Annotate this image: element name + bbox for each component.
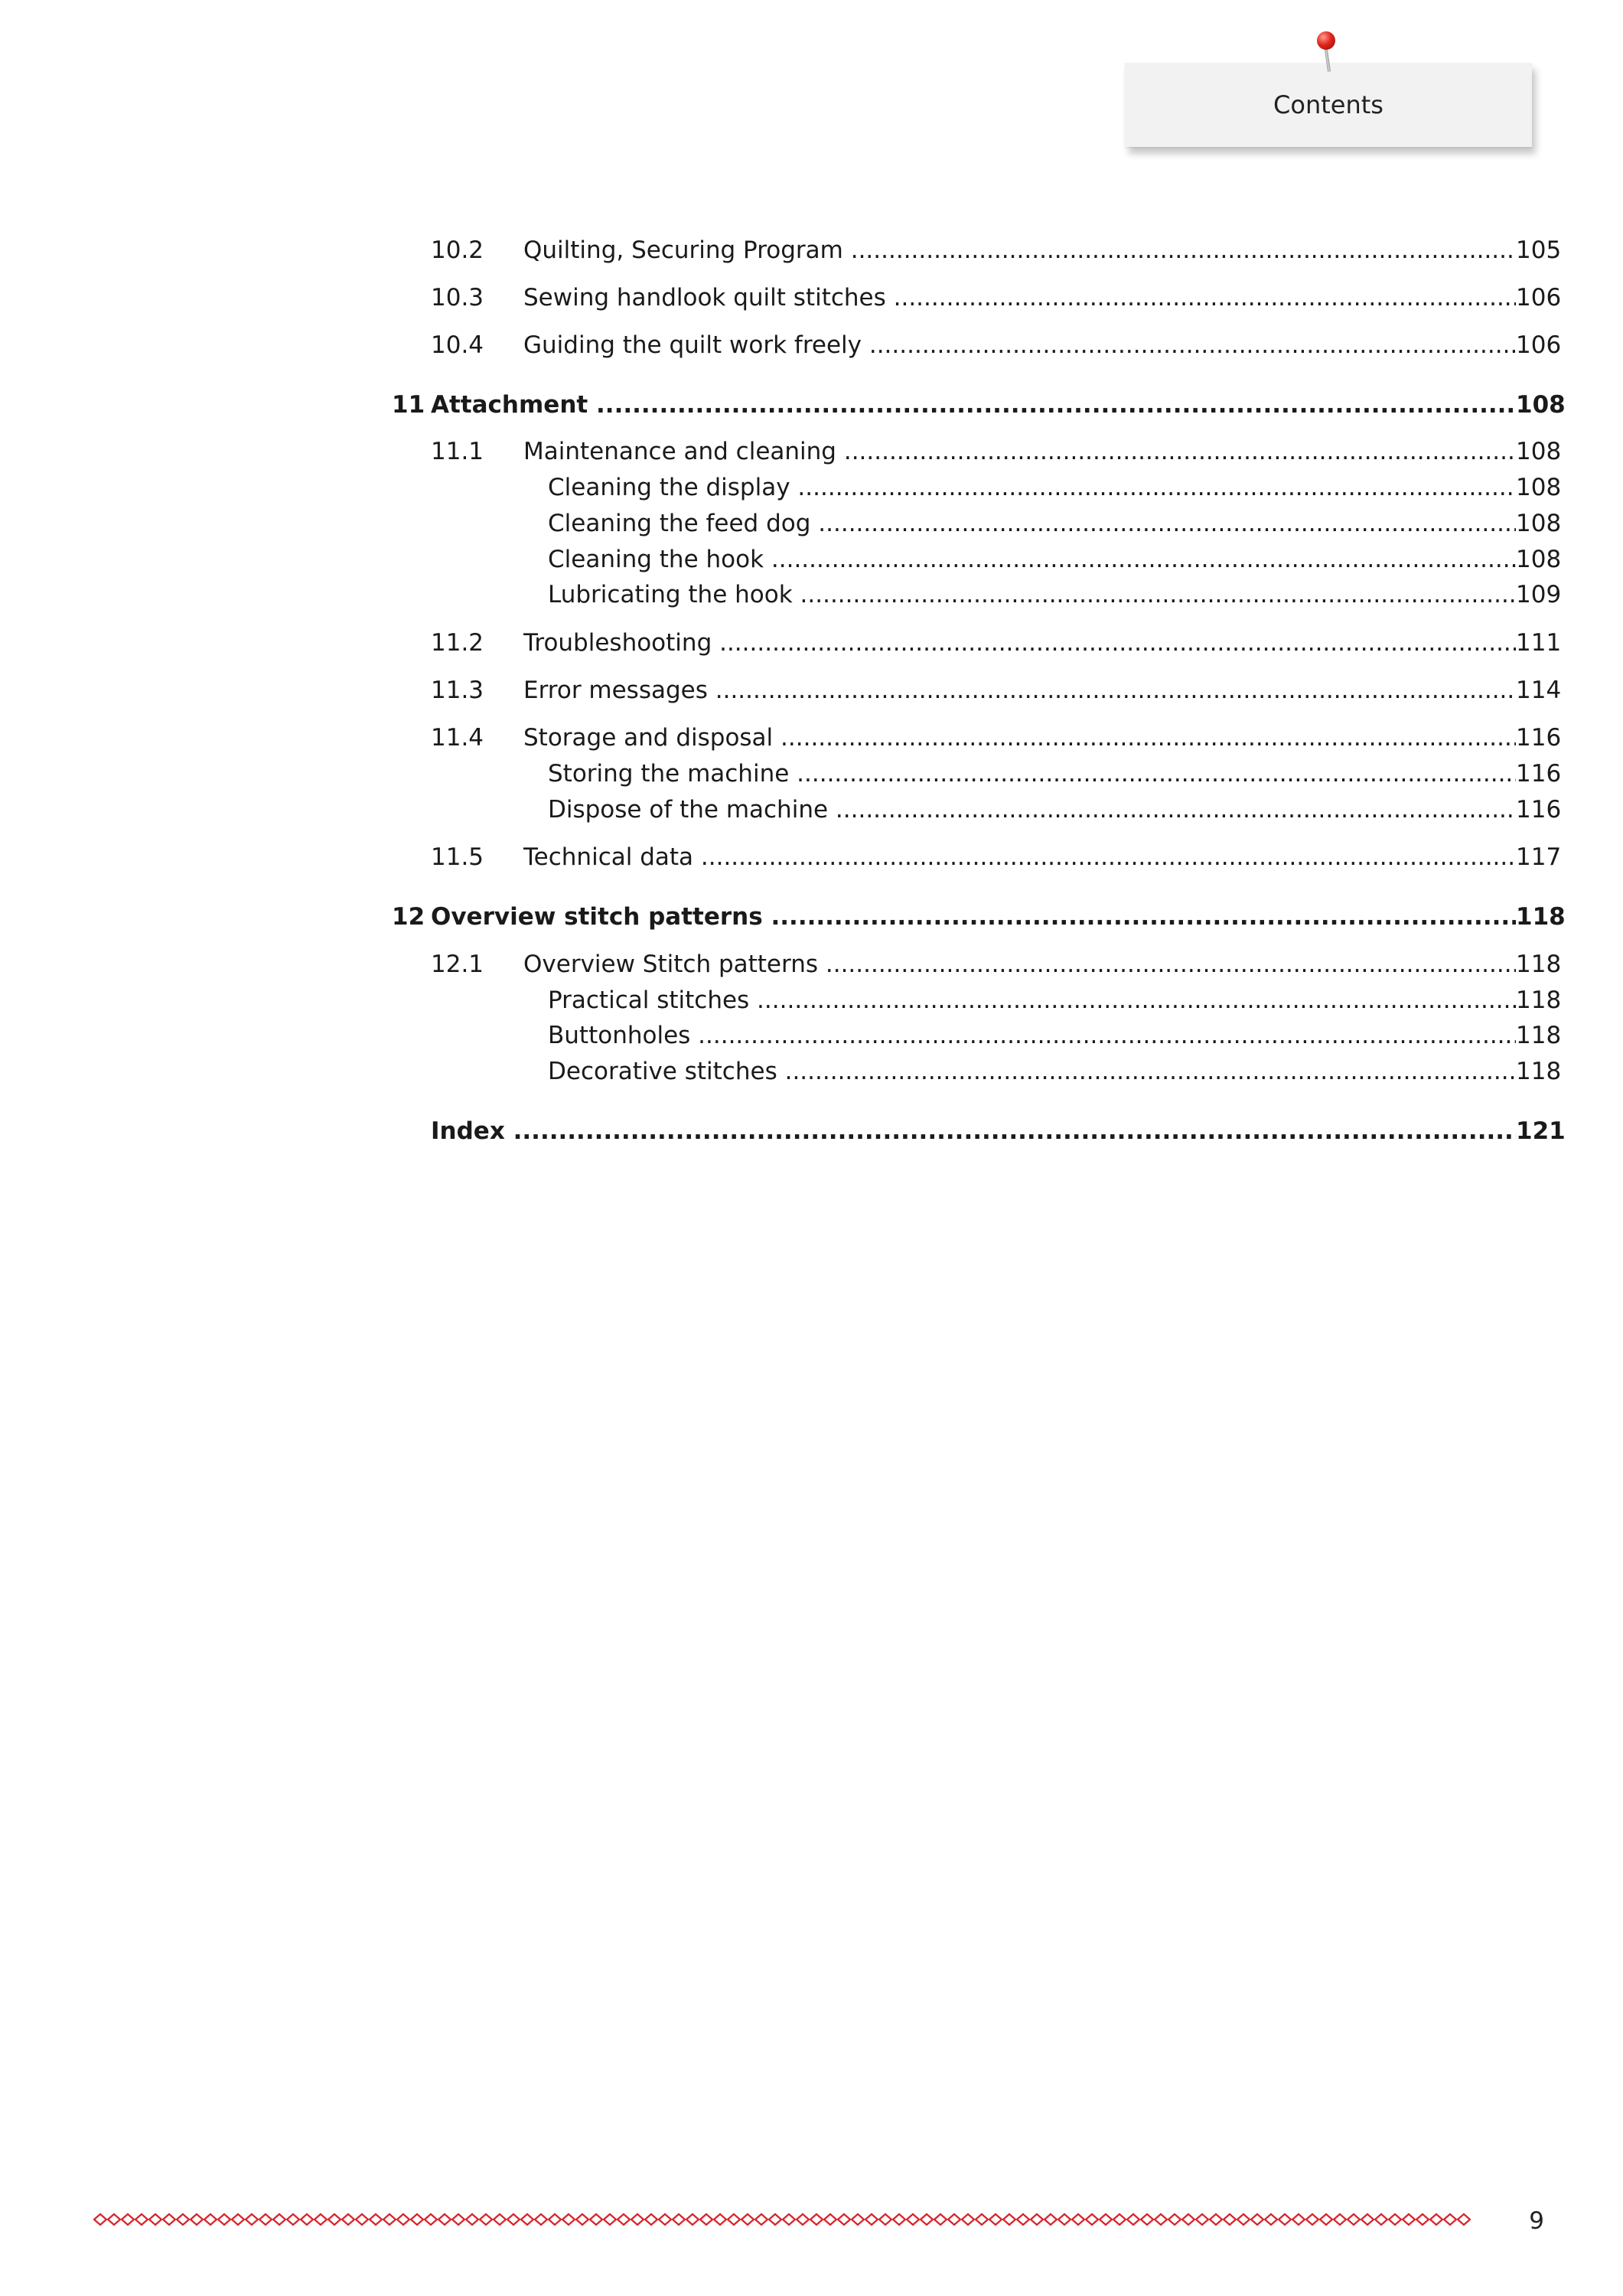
stitch-diamond: [1361, 2214, 1374, 2225]
toc-entry-page: 118: [1516, 903, 1566, 931]
stitch-diamond: [177, 2214, 189, 2225]
stitch-diamond: [535, 2214, 547, 2225]
stitch-diamond: [686, 2214, 699, 2225]
stitch-diamond: [397, 2214, 409, 2225]
toc-entry[interactable]: [0, 721, 1623, 755]
stitch-diamond: [135, 2214, 148, 2225]
toc-entry-title: Decorative stitches: [548, 1058, 777, 1085]
toc-entry-title: Overview Stitch patterns: [523, 951, 819, 978]
toc-entry[interactable]: [0, 673, 1623, 707]
toc-entry-leader: [431, 900, 1516, 934]
stitch-diamond: [507, 2214, 520, 2225]
toc-entry-leader: [523, 721, 1516, 755]
stitch-diamond: [962, 2214, 974, 2225]
toc-entry-number: 11.4: [431, 724, 484, 752]
toc-entry-number: 10.2: [431, 236, 484, 264]
toc-entry-leader: [523, 328, 1516, 362]
toc-entry-title: Index: [431, 1117, 505, 1145]
stitch-diamond: [783, 2214, 795, 2225]
stitch-diamond: [218, 2214, 230, 2225]
stitch-diamond: [1072, 2214, 1084, 2225]
toc-entry[interactable]: [0, 328, 1623, 362]
toc-chapter-entry[interactable]: [0, 388, 1623, 422]
toc-entry-title: Overview stitch patterns: [431, 903, 763, 931]
toc-entry[interactable]: [0, 793, 1623, 827]
stitch-diamond: [1320, 2214, 1332, 2225]
toc-entry-title: Cleaning the hook: [548, 546, 764, 573]
toc-entry-title: Maintenance and cleaning: [523, 438, 836, 465]
stitch-diamond: [921, 2214, 933, 2225]
stitch-diamond: [934, 2214, 947, 2225]
toc-entry-title: Sewing handlook quilt stitches: [523, 284, 886, 311]
stitch-diamond: [989, 2214, 1002, 2225]
toc-entry-page: 109: [1516, 581, 1562, 608]
stitch-diamond: [714, 2214, 726, 2225]
toc-entry-title: Quilting, Securing Program: [523, 236, 843, 264]
toc-entry-page: 116: [1516, 796, 1562, 823]
stitch-diamond: [673, 2214, 685, 2225]
toc-entry-title: Lubricating the hook: [548, 581, 793, 608]
toc-entry[interactable]: [0, 757, 1623, 791]
toc-entry-page: 111: [1516, 629, 1562, 657]
stitch-diamond: [1251, 2214, 1263, 2225]
toc-entry-leader: [548, 757, 1516, 791]
stitch-diamond: [232, 2214, 244, 2225]
stitch-diamond: [838, 2214, 850, 2225]
toc-entry-title: Guiding the quilt work freely: [523, 331, 862, 359]
toc-entry-number: 10.4: [431, 331, 484, 359]
toc-entry-title: Cleaning the display: [548, 474, 790, 501]
toc-entry-number: 11.1: [431, 438, 484, 465]
toc-entry-page: 116: [1516, 724, 1562, 752]
stitch-diamond: [1100, 2214, 1112, 2225]
toc-entry-title: Technical data: [523, 843, 694, 871]
stitch-diamond: [1003, 2214, 1015, 2225]
stitch-diamond: [259, 2214, 272, 2225]
toc-entry-leader: [548, 543, 1516, 576]
stitch-diamond: [149, 2214, 161, 2225]
toc-entry-title: Buttonholes: [548, 1022, 691, 1049]
toc-entry-leader: [548, 793, 1516, 827]
toc-entry[interactable]: [0, 626, 1623, 660]
toc-entry-leader: [548, 1019, 1516, 1052]
toc-entry-title: Practical stitches: [548, 987, 750, 1014]
stitch-diamond: [741, 2214, 754, 2225]
toc-entry-leader: [548, 471, 1516, 504]
stitch-diamond: [797, 2214, 809, 2225]
toc-entry-page: 117: [1516, 843, 1562, 871]
stitch-diamond: [1416, 2214, 1429, 2225]
toc-entry-leader: [548, 507, 1516, 540]
stitch-diamond: [1444, 2214, 1456, 2225]
stitch-diamond: [204, 2214, 217, 2225]
toc-entry[interactable]: [0, 1055, 1623, 1088]
toc-entry-page: 121: [1516, 1117, 1566, 1145]
toc-entry-page: 105: [1516, 236, 1562, 264]
stitch-diamond: [1389, 2214, 1401, 2225]
toc-entry[interactable]: [0, 947, 1623, 981]
stitch-diamond: [1224, 2214, 1236, 2225]
toc-entry-number: 11: [392, 391, 425, 419]
stitch-diamond: [287, 2214, 299, 2225]
toc-entry[interactable]: [0, 471, 1623, 504]
toc-entry[interactable]: [0, 435, 1623, 468]
toc-entry-number: 11.2: [431, 629, 484, 657]
toc-entry[interactable]: [0, 507, 1623, 540]
toc-entry-page: 118: [1516, 1022, 1562, 1049]
toc-entry-page: 116: [1516, 760, 1562, 788]
stitch-diamond: [645, 2214, 657, 2225]
stitch-diamond: [1196, 2214, 1208, 2225]
stitch-diamond: [328, 2214, 341, 2225]
toc-entry-title: Dispose of the machine: [548, 796, 829, 823]
stitch-diamond: [659, 2214, 671, 2225]
stitch-diamond: [1237, 2214, 1250, 2225]
stitch-diamond: [301, 2214, 313, 2225]
stitch-diamond: [438, 2214, 451, 2225]
toc-entry-page: 118: [1516, 951, 1562, 978]
toc-entry-leader: [548, 1055, 1516, 1088]
toc-entry[interactable]: [0, 281, 1623, 315]
stitch-diamond: [425, 2214, 437, 2225]
stitch-diamond: [728, 2214, 740, 2225]
toc-entry-number: 10.3: [431, 284, 484, 311]
toc-entry-page: 118: [1516, 1058, 1562, 1085]
stitch-diamond: [122, 2214, 134, 2225]
stitch-diamond: [824, 2214, 836, 2225]
stitch-diamond: [948, 2214, 960, 2225]
stitch-diamond: [976, 2214, 988, 2225]
stitch-diamond: [480, 2214, 492, 2225]
stitch-diamond: [810, 2214, 823, 2225]
stitch-diamond: [1458, 2214, 1470, 2225]
toc-entry-title: Storing the machine: [548, 760, 790, 788]
stitch-diamond: [273, 2214, 285, 2225]
stitch-diamond: [1182, 2214, 1194, 2225]
toc-entry-leader: [523, 673, 1516, 707]
toc-entry[interactable]: [0, 543, 1623, 576]
stitch-diamond: [521, 2214, 533, 2225]
stitch-diamond: [94, 2214, 106, 2225]
stitch-diamond: [466, 2214, 478, 2225]
stitch-diamond: [411, 2214, 423, 2225]
stitch-diamond: [907, 2214, 919, 2225]
stitch-diamond: [108, 2214, 120, 2225]
toc-entry-title: Error messages: [523, 677, 708, 704]
toc-entry-leader: [523, 840, 1516, 874]
toc-entry-leader: [548, 578, 1516, 612]
toc-entry-number: 12: [392, 903, 425, 931]
stitch-diamond: [1265, 2214, 1277, 2225]
stitch-diamond: [549, 2214, 561, 2225]
stitch-diamond: [769, 2214, 781, 2225]
stitch-diamond: [1017, 2214, 1029, 2225]
toc-entry-page: 108: [1516, 474, 1562, 501]
toc-entry-leader: [431, 1114, 1516, 1148]
stitch-diamond: [1031, 2214, 1043, 2225]
stitch-diamond: [370, 2214, 382, 2225]
toc-entry-leader: [523, 233, 1516, 267]
stitch-diamond: [494, 2214, 506, 2225]
toc-entry-page: 106: [1516, 331, 1562, 359]
page-number: 9: [1529, 2207, 1544, 2235]
toc-entry-leader: [523, 947, 1516, 981]
stitch-diamond: [452, 2214, 464, 2225]
stitch-diamond: [383, 2214, 396, 2225]
toc-entry-leader: [548, 983, 1516, 1017]
toc-entry-title: Storage and disposal: [523, 724, 774, 752]
stitch-diamond: [893, 2214, 905, 2225]
stitch-diamond: [755, 2214, 768, 2225]
toc-entry-page: 118: [1516, 987, 1562, 1014]
toc-entry-page: 106: [1516, 284, 1562, 311]
stitch-diamond: [1058, 2214, 1071, 2225]
toc-entry-leader: [523, 626, 1516, 660]
stitch-diamond: [246, 2214, 258, 2225]
toc-entry[interactable]: [0, 1019, 1623, 1052]
stitch-diamond: [865, 2214, 878, 2225]
stitch-diamond: [356, 2214, 368, 2225]
toc-entry-title: Cleaning the feed dog: [548, 510, 811, 537]
stitch-diamond: [314, 2214, 327, 2225]
stitch-diamond: [1292, 2214, 1305, 2225]
stitch-diamond: [1403, 2214, 1415, 2225]
stitch-diamond: [604, 2214, 616, 2225]
toc-entry-number: 11.3: [431, 677, 484, 704]
decorative-stitch-border: [93, 2212, 1471, 2227]
toc-entry-page: 108: [1516, 391, 1566, 419]
toc-entry-title: Attachment: [431, 391, 588, 419]
toc-entry[interactable]: [0, 233, 1623, 267]
stitch-diamond: [1306, 2214, 1318, 2225]
toc-chapter-entry[interactable]: [0, 900, 1623, 934]
toc-entry-title: Troubleshooting: [523, 629, 712, 657]
stitch-diamond: [163, 2214, 175, 2225]
stitch-diamond: [1155, 2214, 1167, 2225]
stitch-diamond: [191, 2214, 203, 2225]
toc-entry-number: 11.5: [431, 843, 484, 871]
toc-entry[interactable]: [0, 840, 1623, 874]
toc-entry-leader: [523, 435, 1516, 468]
toc-entry-leader: [523, 281, 1516, 315]
toc-entry-page: 108: [1516, 510, 1562, 537]
toc-entry-page: 108: [1516, 546, 1562, 573]
toc-entry-number: 12.1: [431, 951, 484, 978]
stitch-diamond: [576, 2214, 588, 2225]
stitch-diamond: [852, 2214, 864, 2225]
stitch-diamond: [1430, 2214, 1442, 2225]
section-tab-label: Contents: [1273, 90, 1383, 119]
toc-chapter-entry[interactable]: [0, 1114, 1623, 1148]
toc-entry[interactable]: [0, 578, 1623, 612]
stitch-diamond: [1168, 2214, 1181, 2225]
toc-entry-page: 114: [1516, 677, 1562, 704]
stitch-diamond: [1045, 2214, 1057, 2225]
stitch-diamond: [1375, 2214, 1387, 2225]
toc-entry-page: 108: [1516, 438, 1562, 465]
stitch-diamond: [1334, 2214, 1346, 2225]
stitch-diamond: [562, 2214, 575, 2225]
stitch-diamond: [1141, 2214, 1153, 2225]
stitch-diamond: [1086, 2214, 1098, 2225]
stitch-diamond: [879, 2214, 891, 2225]
toc-entry-leader: [431, 388, 1516, 422]
stitch-diamond: [590, 2214, 602, 2225]
stitch-diamond: [1127, 2214, 1139, 2225]
stitch-diamond: [631, 2214, 644, 2225]
stitch-diamond: [1348, 2214, 1360, 2225]
stitch-diamond: [700, 2214, 712, 2225]
stitch-diamond: [1279, 2214, 1291, 2225]
toc-entry[interactable]: [0, 983, 1623, 1017]
stitch-diamond: [618, 2214, 630, 2225]
stitch-diamond: [1113, 2214, 1126, 2225]
stitch-diamond: [342, 2214, 354, 2225]
stitch-diamond: [1210, 2214, 1222, 2225]
